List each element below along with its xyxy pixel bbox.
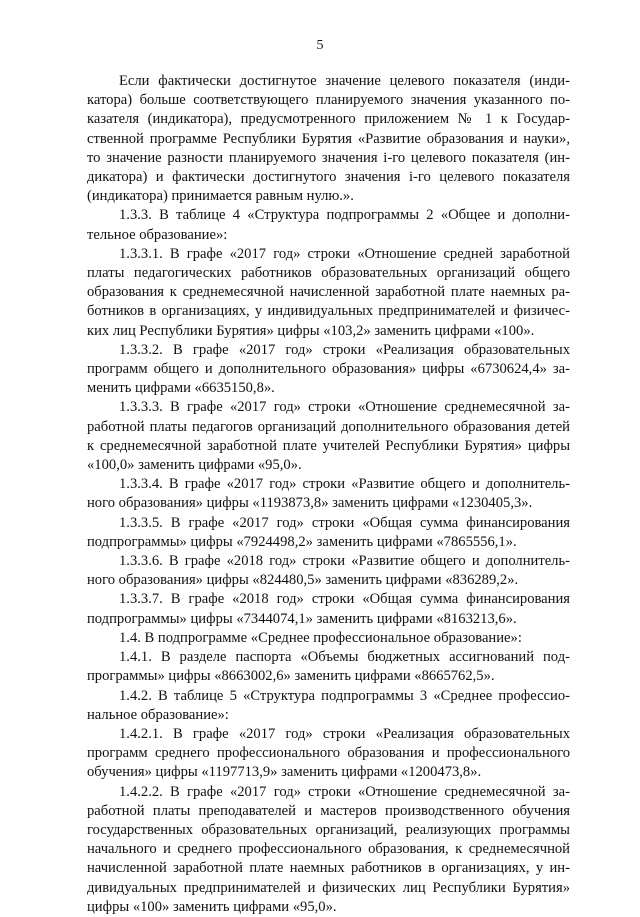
- paragraph-1-3-3-1: 1.3.3.1. В графе «2017 год» строки «Отношение средней заработной платы педагогических работников образовательных организаций общего образования к среднемесячной начисленной заработной плате наемных работников в организациях, у индивидуальных предпринимателей и физических лиц Республики Бурятия» цифры «103,2» заменить цифрами «100».: [87, 245, 570, 339]
- paragraph-1-3-3-7: 1.3.3.7. В графе «2018 год» строки «Общая сумма финансирования подпрограммы» цифры «7344074,1» заменить цифрами «8163213,6».: [87, 591, 570, 627]
- paragraph-1-3-3-6: 1.3.3.6. В графе «2018 год» строки «Развитие общего и дополнительного образования» цифры «824480,5» заменить цифрами «836289,2».: [87, 553, 570, 589]
- paragraph-1-4-2-1: 1.4.2.1. В графе «2017 год» строки «Реализация образовательных программ среднего профессионального образования и профессионального обучения» цифры «1197713,9» заменить цифрами «1200473,8».: [87, 725, 570, 781]
- paragraph-1-3-3-4: 1.3.3.4. В графе «2017 год» строки «Развитие общего и дополнительного образования» цифры «1193873,8» заменить цифрами «1230405,3».: [87, 476, 570, 512]
- paragraph-1-3-3-5: 1.3.3.5. В графе «2017 год» строки «Общая сумма финансирования подпрограммы» цифры «7924498,2» заменить цифрами «7865556,1».: [87, 514, 570, 550]
- paragraph-1-3-3-3: 1.3.3.3. В графе «2017 год» строки «Отношение среднемесячной заработной платы педагогов организаций дополнительного образования детей к среднемесячной заработной плате учителей Республики Бурятия» цифры «100,0» заменить цифрами «95,0».: [87, 399, 570, 474]
- document-body: [87, 72, 570, 917]
- paragraph-1-4-2-2: 1.4.2.2. В графе «2017 год» строки «Отношение среднемесячной заработной платы преподавателей и мастеров производственного обучения государственных образовательных организаций, реализующих программы начального и среднего профессионального образования, к среднемесячной начисленной заработной плате наемных работников в организациях, у индивидуальных предпринимателей и физических лиц Республики Бурятия» цифры «100» заменить цифрами «95,0».: [87, 783, 570, 915]
- paragraph-1-3-3: 1.3.3. В таблице 4 «Структура подпрограммы 2 «Общее и дополнительное образование»:: [87, 207, 570, 243]
- paragraph-intro: Если фактически достигнутое значение целевого показателя (индикатора) больше соответствующего планируемого значения указанного показателя (индикатора), предусмотренного приложением № 1 к Государственной программе Республики Бурятия «Развитие образования и науки», то значение разности планируемого значения i-го целевого показателя (индикатора) и фактически достигнутого значения i-го целевого показателя (индикатора) принимается равным нулю.».: [87, 73, 570, 205]
- paragraph-1-3-3-2: 1.3.3.2. В графе «2017 год» строки «Реализация образовательных программ общего и дополнительного образования» цифры «6730624,4» заменить цифрами «6635150,8».: [87, 341, 570, 397]
- paragraph-1-4-2: 1.4.2. В таблице 5 «Структура подпрограммы 3 «Среднее профессиональное образование»:: [87, 687, 570, 723]
- page-number: 5: [316, 38, 324, 53]
- paragraph-1-4: 1.4. В подпрограмме «Среднее профессиональное образование»:: [119, 629, 522, 646]
- paragraph-1-4-1: 1.4.1. В разделе паспорта «Объемы бюджетных ассигнований подпрограммы» цифры «8663002,6» заменить цифрами «8665762,5».: [87, 649, 570, 685]
